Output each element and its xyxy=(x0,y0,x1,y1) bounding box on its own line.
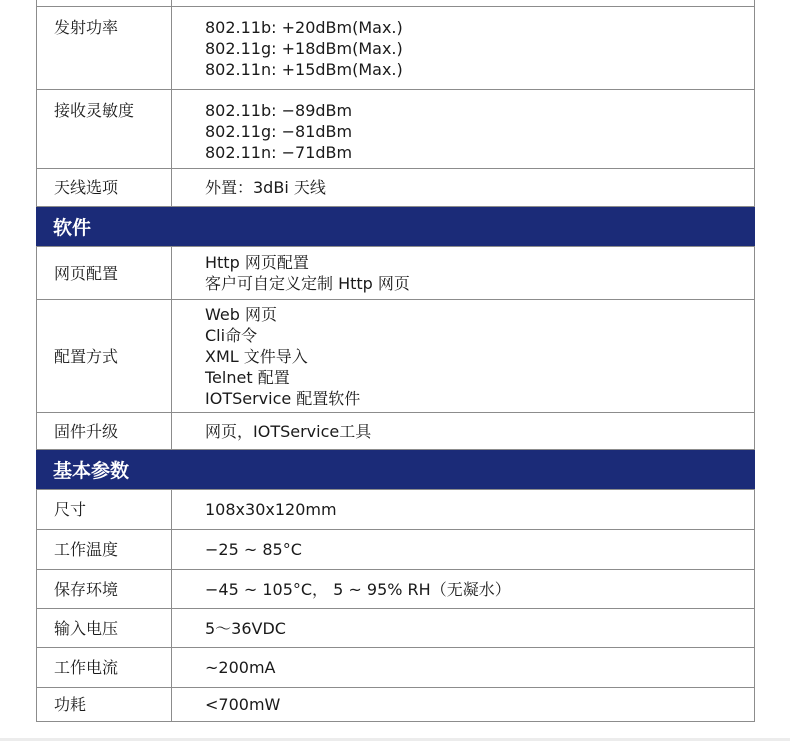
table-row-antenna xyxy=(37,169,754,207)
value-line: 802.11g: −81dBm xyxy=(205,122,353,141)
row-label: 网页配置 xyxy=(37,247,172,299)
value-line: IOTService 配置软件 xyxy=(205,388,361,408)
row-label: 输入电压 xyxy=(37,609,172,647)
row-label: 发射功率 xyxy=(37,7,172,89)
table-row-input-voltage xyxy=(37,609,754,648)
value-line: <700mW xyxy=(205,695,281,714)
row-label: 尺寸 xyxy=(37,490,172,529)
value-line: 802.11b: +20dBm(Max.) xyxy=(205,18,403,37)
table-row-operating-current xyxy=(37,648,754,688)
row-value xyxy=(172,90,754,168)
section-header-basic: 基本参数 xyxy=(36,450,755,490)
row-value-cell xyxy=(172,0,754,6)
row-value xyxy=(172,648,754,687)
value-line: Telnet 配置 xyxy=(205,367,290,387)
table-row-partial xyxy=(37,0,754,7)
value-line: 802.11n: −71dBm xyxy=(205,143,353,162)
value-line: −45 ~ 105°C， 5 ~ 95% RH（无凝水） xyxy=(205,579,511,599)
table-row-config-methods xyxy=(37,300,754,413)
table-row-web-config xyxy=(37,247,754,300)
value-line: 802.11g: +18dBm(Max.) xyxy=(205,39,403,58)
table-row-operating-temp xyxy=(37,530,754,570)
row-value xyxy=(172,570,754,608)
table-row-size xyxy=(37,490,754,530)
table-row-firmware xyxy=(37,413,754,450)
value-line: 客户可自定义定制 Http 网页 xyxy=(205,274,410,293)
value-line: 802.11b: −89dBm xyxy=(205,101,353,120)
section-header-software: 软件 xyxy=(36,207,755,247)
value-line: 网页，IOTService工具 xyxy=(205,421,372,441)
row-value xyxy=(172,169,754,206)
row-label: 配置方式 xyxy=(37,300,172,412)
row-label: 功耗 xyxy=(37,688,172,721)
spec-table xyxy=(36,0,755,722)
row-value xyxy=(172,530,754,569)
row-value xyxy=(172,688,754,721)
row-label-cell xyxy=(37,0,172,6)
row-value xyxy=(172,413,754,449)
row-value xyxy=(172,490,754,529)
row-value xyxy=(172,609,754,647)
value-line: Cli命令 xyxy=(205,325,258,345)
row-value xyxy=(172,300,754,412)
table-row-tx-power xyxy=(37,7,754,90)
table-row-power-consumption xyxy=(37,688,754,722)
value-line: 5～36VDC xyxy=(205,618,286,638)
table-row-rx-sensitivity xyxy=(37,90,754,169)
value-line: 108x30x120mm xyxy=(205,500,337,519)
row-label: 保存环境 xyxy=(37,570,172,608)
row-label: 工作温度 xyxy=(37,530,172,569)
row-value xyxy=(172,7,754,89)
value-line: Web 网页 xyxy=(205,304,277,324)
table-row-storage-env xyxy=(37,570,754,609)
value-line: Http 网页配置 xyxy=(205,253,309,272)
row-value xyxy=(172,247,754,299)
row-label: 天线选项 xyxy=(37,169,172,206)
value-line: XML 文件导入 xyxy=(205,346,308,366)
row-label: 接收灵敏度 xyxy=(37,90,172,168)
value-line: ~200mA xyxy=(205,658,276,677)
value-line: 外置：3dBi 天线 xyxy=(205,178,326,197)
value-line: 802.11n: +15dBm(Max.) xyxy=(205,60,403,79)
value-line: −25 ~ 85°C xyxy=(205,540,302,559)
row-label: 固件升级 xyxy=(37,413,172,449)
row-label: 工作电流 xyxy=(37,648,172,687)
